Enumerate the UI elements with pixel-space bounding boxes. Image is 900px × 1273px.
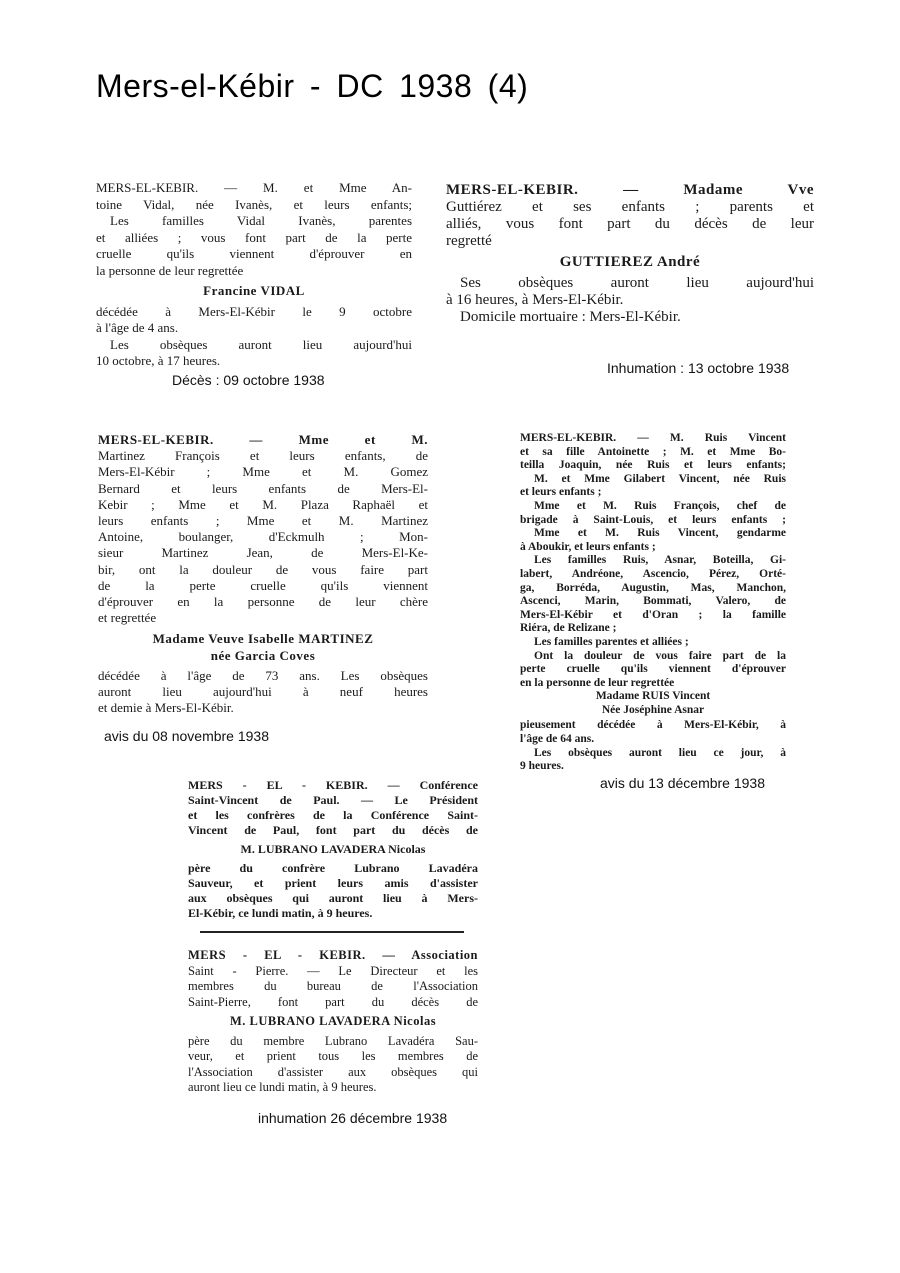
clip-line: et leurs enfants ; [520, 486, 602, 499]
clip-line: Mme et M. Ruis Vincent, gendarme [534, 527, 786, 540]
clip-line: Ont la douleur de vous faire part de la [534, 649, 786, 662]
deceased-maiden-name: Née Joséphine Asnar [601, 703, 705, 716]
clip-line: Ses obsèques auront lieu aujourd'hui [460, 275, 814, 291]
clip-line: d'éprouver en la personne de leur chère [98, 594, 428, 610]
clip-line: Antoine, boulanger, d'Eckmulh ; Mon- [98, 529, 428, 545]
clip-line: membres du bureau de l'Association [188, 979, 478, 993]
obituary-clipping-lubrano-association [188, 948, 478, 1096]
clip-line: Guttiérez et ses enfants ; parents et [446, 199, 814, 215]
clip-line: et regrettée [98, 610, 157, 626]
deceased-name: M. LUBRANO LAVADERA Nicolas [229, 1014, 437, 1028]
clip-line: Saint-Vincent de Paul. — Le Président [188, 793, 478, 807]
clip-line: leurs enfants ; Mme et M. Martinez [98, 513, 428, 529]
clip-line: Sauveur, et prient leurs amis d'assister [188, 876, 478, 890]
clip-line-text: MERS-EL-KEBIR. — Madame Vve [446, 182, 814, 198]
obituary-clipping-lubrano-conference [188, 778, 478, 921]
clip-line: bir, ont la douleur de vous faire part [98, 561, 428, 577]
clip-line: Mers-El-Kébir ; Mme et M. Gomez [98, 464, 428, 480]
clip-line: père du confrère Lubrano Lavadéra [188, 861, 478, 875]
clip-line: Vincent de Paul, font part du décès de [188, 823, 478, 837]
clip-line: Riéra, de Relizane ; [520, 622, 617, 635]
clip-line: auront lieu ce lundi matin, à 9 heures. [188, 1080, 377, 1094]
clip-line: Les familles Vidal Ivanès, parentes [110, 213, 412, 228]
clip-line: 10 octobre, à 17 heures. [96, 353, 221, 368]
caption-avis-08-novembre: avis du 08 novembre 1938 [104, 728, 269, 744]
caption-inhumation-26-decembre: inhumation 26 décembre 1938 [258, 1110, 448, 1126]
caption-deces-09-octobre: Décès : 09 octobre 1938 [172, 372, 325, 388]
clipping-divider [200, 931, 464, 933]
clip-line: perte cruelle qu'ils viennent d'éprouver [520, 663, 786, 676]
clip-line: l'âge de 64 ans. [520, 733, 595, 746]
obituary-clipping-guttierez [446, 182, 814, 326]
clip-line: toine Vidal, née Ivanès, et leurs enfants; [96, 196, 412, 212]
clip-line: aux obsèques qui auront lieu à Mers- [188, 891, 478, 905]
clip-line: Kebir ; Mme et M. Plaza Raphaël et [98, 496, 428, 512]
clip-line: regretté [446, 233, 492, 249]
clip-line [188, 948, 478, 964]
clip-line: MERS-EL-KEBIR. — M. et Mme An- [96, 180, 412, 195]
clip-line: la personne de leur regrettée [96, 262, 244, 278]
deceased-name: Madame Veuve Isabelle MARTINEZ [152, 631, 374, 647]
clip-line: en la personne de leur regrettée [520, 676, 675, 689]
clip-line: Saint-Pierre, font part du décès de [188, 994, 478, 1009]
deceased-name: Francine VIDAL [203, 283, 305, 298]
clip-line: Ascenci, Marin, Bommati, Valero, de [520, 595, 786, 608]
clip-line [98, 432, 428, 448]
caption-inhumation-13-octobre: Inhumation : 13 octobre 1938 [607, 360, 790, 376]
clip-line: El-Kébir, ce lundi matin, à 9 heures. [188, 906, 373, 920]
clip-line: Martinez François et leurs enfants, de [98, 448, 428, 464]
obituary-clipping-ruis [520, 432, 786, 774]
clip-line: et demie à Mers-El-Kébir. [98, 700, 234, 716]
clip-line: Les familles parentes et alliées ; [534, 635, 689, 648]
clip-line: teilla Joaquin, née Ruis et leurs enfants; [520, 459, 786, 472]
clip-line: 9 heures. [520, 760, 564, 773]
page-title: Mers-el-Kébir - DC 1938 (4) [96, 68, 529, 104]
clip-line: de la perte cruelle qu'ils viennent [98, 577, 428, 593]
deceased-name: Madame RUIS Vincent [595, 690, 711, 703]
deceased-maiden-name: née Garcia Coves [210, 647, 316, 663]
clip-line: MERS-EL-KEBIR. — M. Ruis Vincent [520, 432, 786, 444]
clip-line: et sa fille Antoinette ; M. et Mme Bo- [520, 445, 786, 458]
clip-line-text: MERS-EL-KEBIR. — Mme et M. [98, 432, 428, 447]
clip-line: Bernard et leurs enfants de Mers-El- [98, 480, 428, 496]
clip-line: père du membre Lubrano Lavadéra Sau- [188, 1033, 478, 1048]
obituary-clipping-martinez [98, 432, 428, 716]
clip-line: brigade à Saint-Louis, et leurs enfants ; [520, 513, 786, 526]
clip-line: auront lieu aujourd'hui à neuf heures [98, 684, 428, 700]
deceased-name: GUTTIEREZ André [559, 254, 701, 270]
clip-line: décédée à Mers-El-Kébir le 9 octobre [96, 303, 412, 319]
deceased-name: M. LUBRANO LAVADERA Nicolas [240, 842, 426, 856]
clip-line: Domicile mortuaire : Mers-El-Kébir. [460, 309, 681, 325]
clip-line: veur, et prient tous les membres de [188, 1049, 478, 1063]
clip-line: Mers-El-Kébir et d'Oran ; la famille [520, 608, 786, 621]
caption-avis-13-decembre: avis du 13 décembre 1938 [600, 775, 765, 791]
clip-line: et alliées ; vous font part de la perte [96, 229, 412, 245]
clip-line-text: MERS - EL - KEBIR. — Association [188, 948, 478, 962]
clip-line: MERS - EL - KEBIR. — Conférence [188, 778, 478, 792]
clip-line: alliés, vous font part du décès de leur [446, 216, 814, 232]
clip-line: décédée à l'âge de 73 ans. Les obsèques [98, 667, 428, 683]
clip-line: pieusement décédée à Mers-El-Kébir, à [520, 719, 786, 732]
clip-line [446, 182, 814, 199]
clip-line: l'Association d'assister aux obsèques qui [188, 1064, 478, 1079]
clip-line: Les obsèques auront lieu ce jour, à [534, 746, 786, 759]
clip-line: sieur Martinez Jean, de Mers-El-Ke- [98, 545, 428, 561]
clip-line: Les familles Ruis, Asnar, Boteilla, Gi- [534, 554, 786, 567]
obituary-clipping-vidal [96, 180, 412, 370]
clip-line: à l'âge de 4 ans. [96, 320, 179, 335]
clip-line: Mme et M. Ruis François, chef de [534, 499, 786, 512]
clip-line: cruelle qu'ils viennent d'éprouver en [96, 246, 412, 261]
clip-line: à Aboukir, et leurs enfants ; [520, 540, 656, 553]
clip-line: Saint - Pierre. — Le Directeur et les [188, 963, 478, 978]
clip-line: Les obsèques auront lieu aujourd'hui [110, 336, 412, 352]
clip-line: et les confrères de la Conférence Saint- [188, 808, 478, 822]
clip-line: à 16 heures, à Mers-El-Kébir. [446, 292, 624, 308]
clip-line: labert, Andréone, Ascencio, Pérez, Orté- [520, 567, 786, 580]
clip-line: ga, Borréda, Augustin, Mas, Manchon, [520, 581, 786, 594]
clip-line: M. et Mme Gilabert Vincent, née Ruis [534, 472, 786, 485]
